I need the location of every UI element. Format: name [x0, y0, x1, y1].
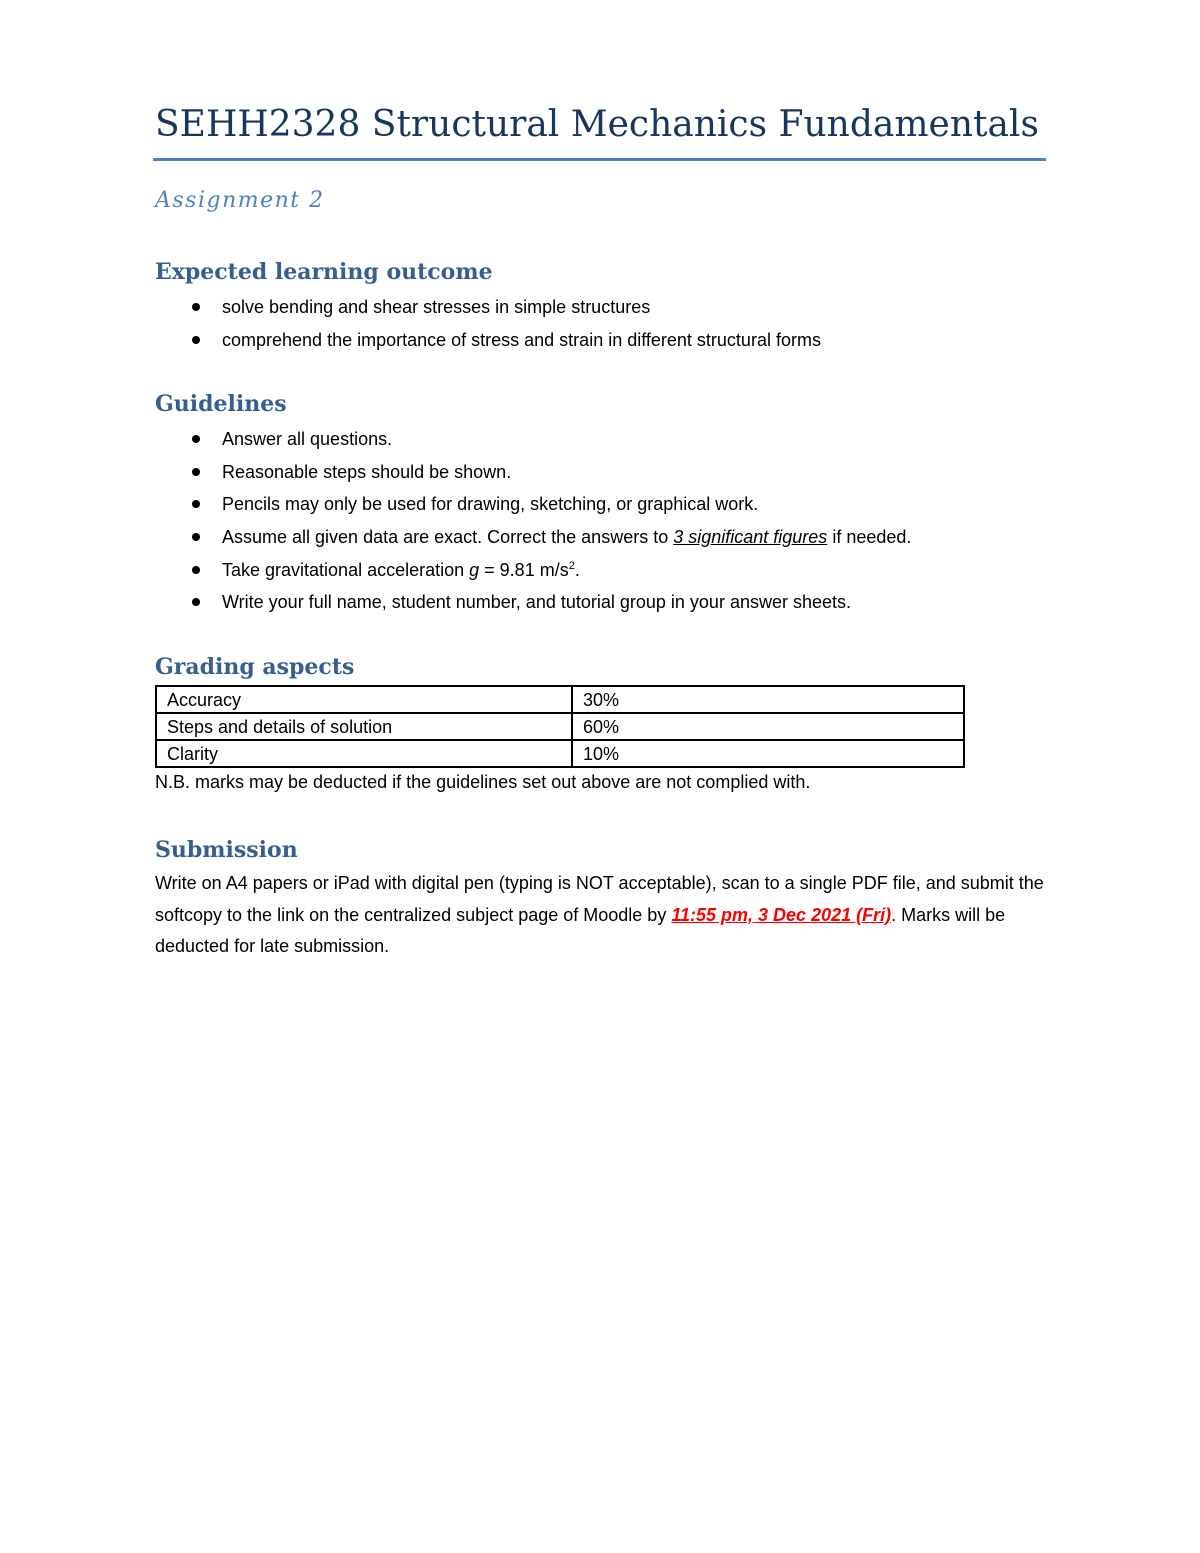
grading-note: N.B. marks may be deducted if the guidelines set out above are not complied with. — [155, 772, 811, 792]
list-item-text: comprehend the importance of stress and strain in different structural forms — [222, 329, 821, 350]
gravity-text: Take gravitational acceleration — [222, 559, 470, 580]
list-item-text: Write your full name, student number, and tutorial group in your answer sheets. — [222, 592, 851, 613]
title-underline-rule — [153, 158, 1046, 161]
list-item-text: solve bending and shear stresses in simple structures — [222, 297, 651, 317]
grading-table — [155, 685, 965, 768]
list-item — [155, 586, 911, 619]
list-item-text: Pencils may only be used for drawing, sketching, or graphical work. — [222, 494, 759, 515]
grading-aspect-cell: Clarity — [156, 740, 572, 767]
bullet-icon — [192, 533, 200, 541]
grading-weight-cell: 10% — [572, 740, 964, 767]
grading-aspect-cell: Steps and details of solution — [156, 713, 572, 740]
list-item — [155, 521, 911, 554]
gravity-value: = 9.81 m/s — [479, 559, 569, 580]
bullet-icon — [192, 435, 200, 443]
list-item — [155, 324, 821, 357]
submission-paragraph — [155, 868, 1048, 963]
list-item — [155, 423, 911, 456]
guidelines-heading: Guidelines — [155, 391, 287, 417]
document-title: SEHH2328 Structural Mechanics Fundamentals — [155, 104, 1039, 145]
significant-figures-emphasis: 3 significant figures — [673, 527, 828, 548]
grading-weight-cell: 30% — [572, 686, 964, 713]
submission-text-suffix: . Marks will be deducted for late submission. — [155, 904, 1006, 956]
bullet-icon — [192, 598, 200, 606]
guidelines-list — [155, 423, 911, 619]
list-item-text: Answer all questions. — [222, 429, 393, 449]
gravity-suffix: . — [574, 559, 580, 580]
submission-text: Write on A4 papers or iPad with digital pen (typing is NOT acceptable), scan to a single PDF file, and submit the softcopy to the link on the centralized subject page of Moodle by — [155, 873, 1044, 925]
list-item — [155, 291, 821, 324]
grading-heading: Grading aspects — [155, 654, 355, 680]
list-item-text: Reasonable steps should be shown. — [222, 461, 512, 482]
bullet-icon — [192, 336, 200, 344]
grading-aspect-cell: Accuracy — [156, 686, 572, 713]
gravity-variable: g — [469, 559, 480, 580]
gravity-exponent: 2 — [568, 559, 575, 572]
list-item — [155, 554, 911, 587]
submission-deadline: 11:55 pm, 3 Dec 2021 (Fri) — [671, 904, 892, 925]
list-item-text — [222, 527, 911, 547]
bullet-icon — [192, 468, 200, 476]
table-row — [156, 713, 964, 740]
exact-data-suffix: if needed. — [827, 527, 912, 548]
list-item — [155, 456, 911, 489]
assignment-subtitle: Assignment 2 — [155, 188, 325, 213]
bullet-icon — [192, 500, 200, 508]
list-item — [155, 488, 911, 521]
bullet-icon — [192, 566, 200, 574]
bullet-icon — [192, 303, 200, 311]
grading-weight-cell: 60% — [572, 713, 964, 740]
table-row — [156, 686, 964, 713]
list-item-text — [222, 560, 580, 580]
exact-data-text: Assume all given data are exact. Correct the answers to — [222, 527, 674, 548]
table-row — [156, 740, 964, 767]
learning-outcome-heading: Expected learning outcome — [155, 259, 493, 285]
learning-outcome-list — [155, 291, 821, 356]
submission-heading: Submission — [155, 837, 298, 863]
